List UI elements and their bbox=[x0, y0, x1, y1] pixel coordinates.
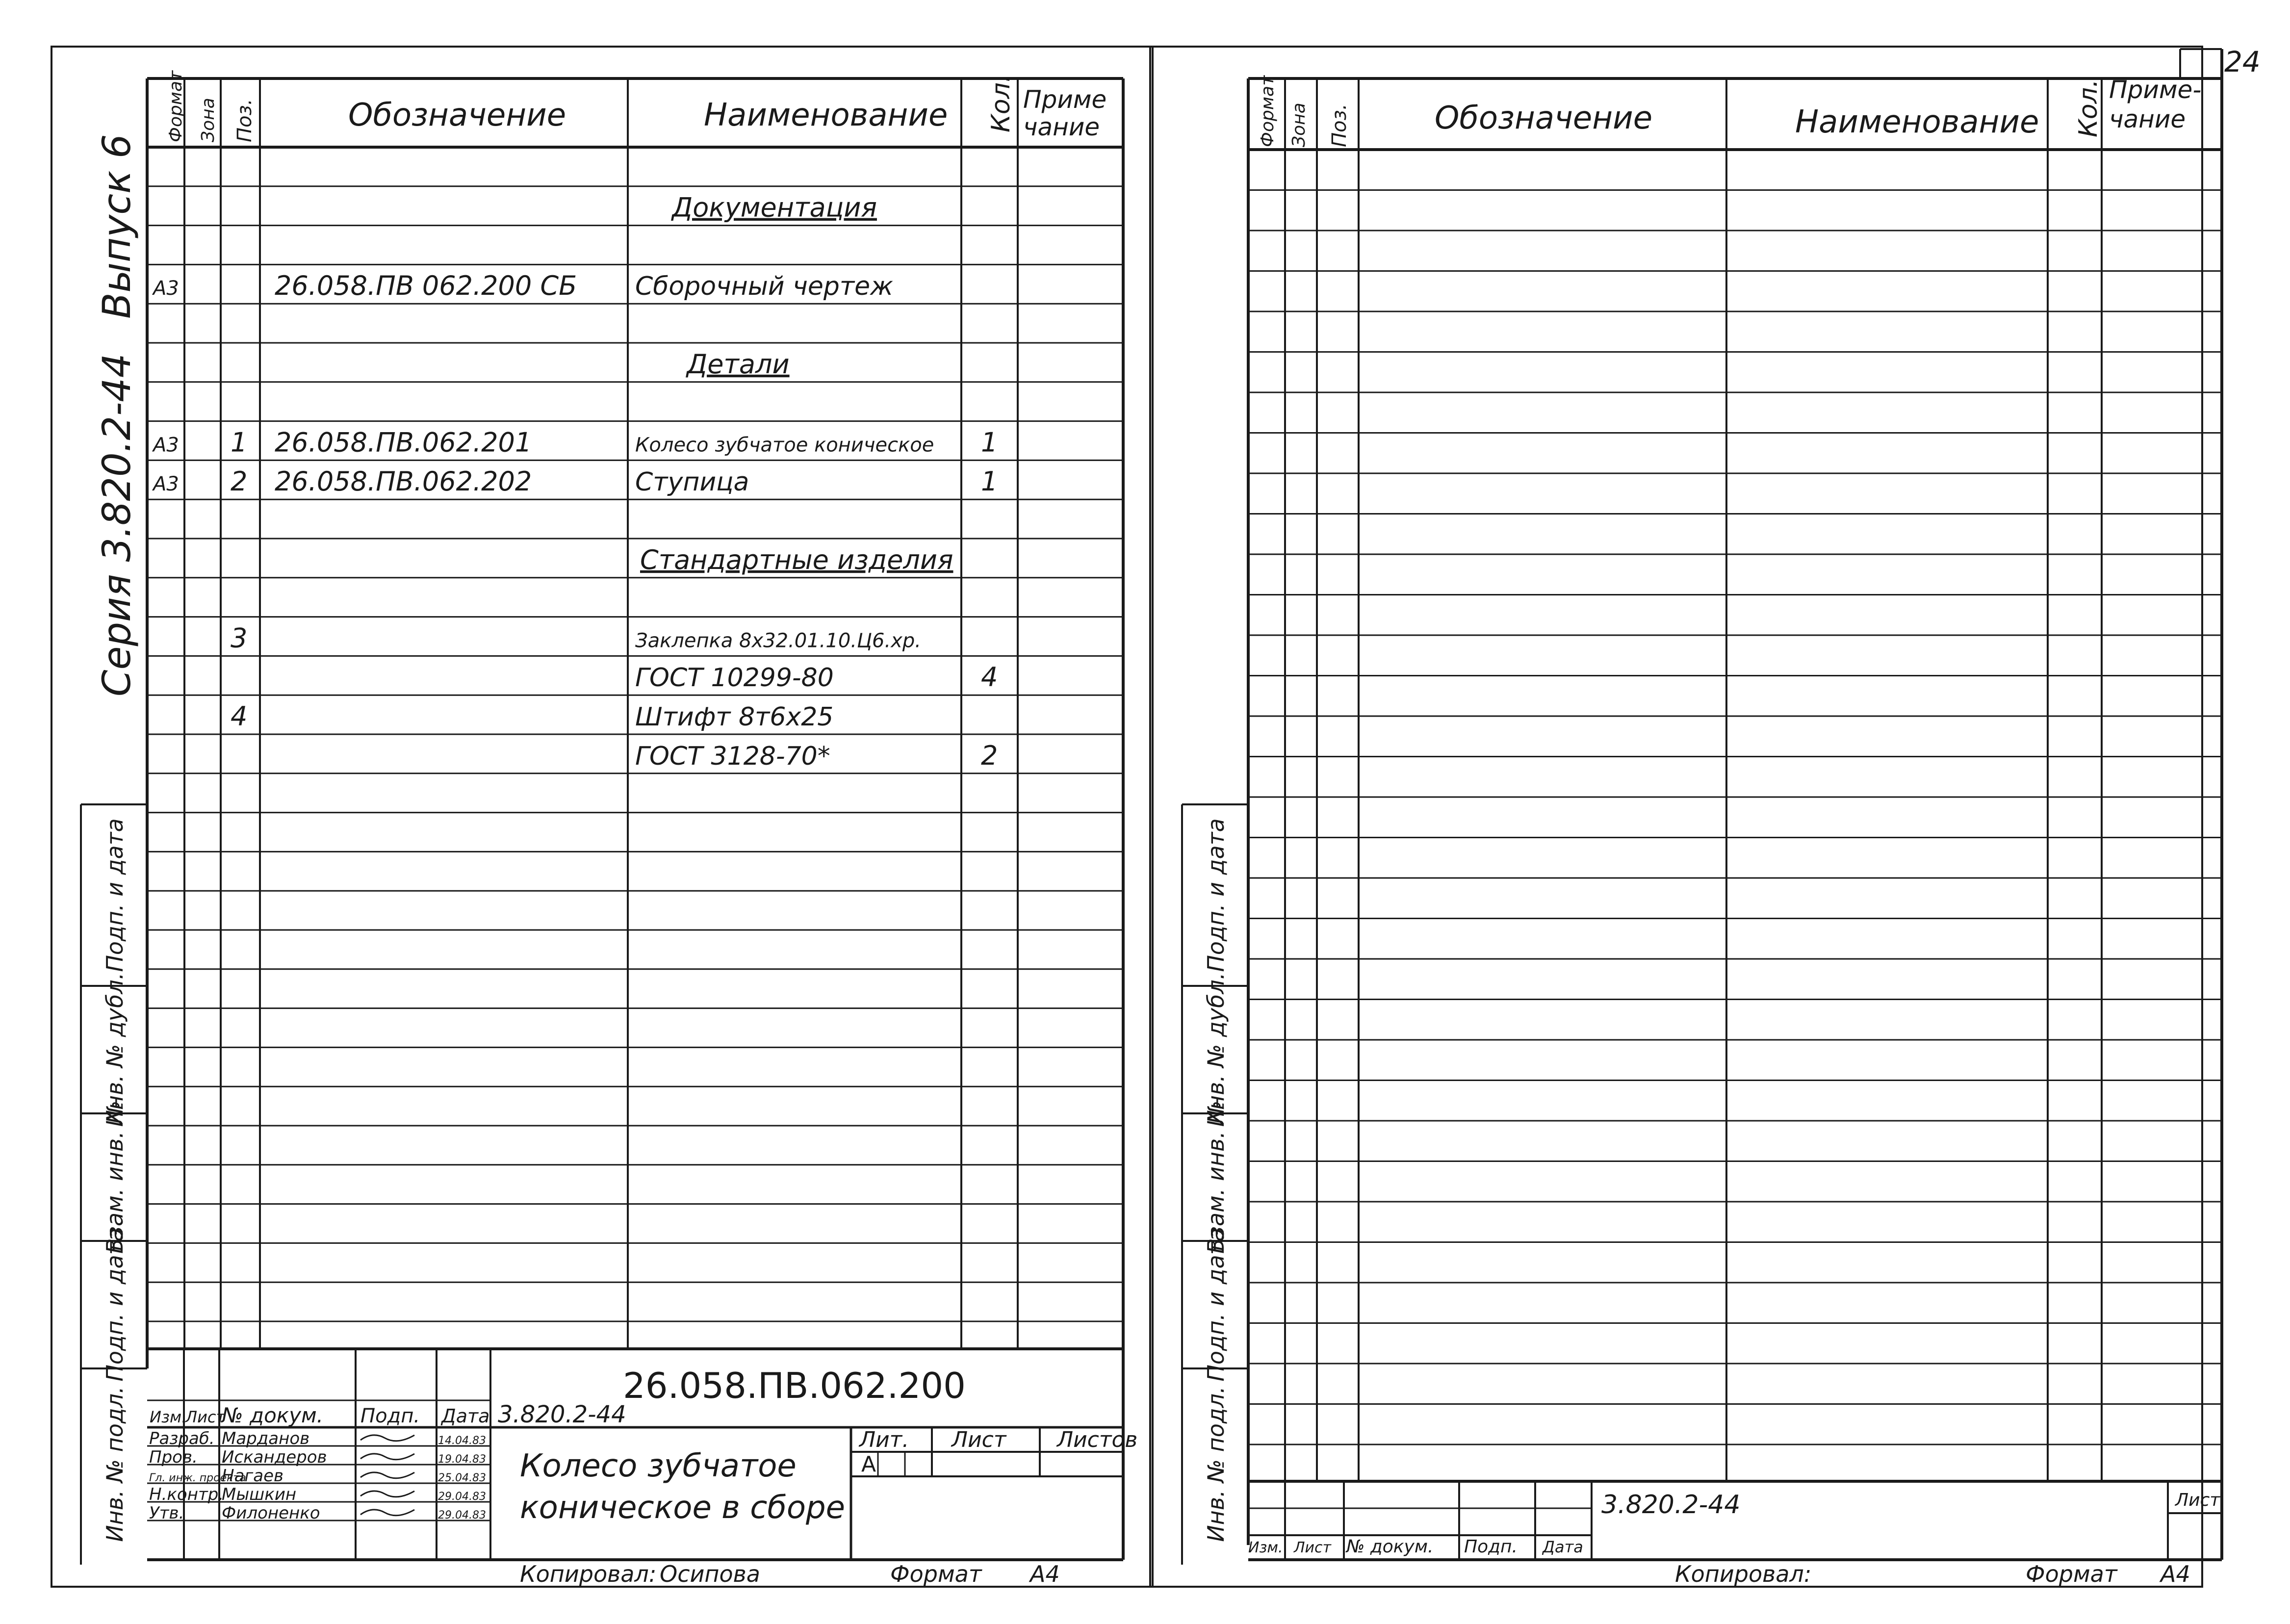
signature-stroke bbox=[360, 1435, 414, 1441]
right-list-label: Лист bbox=[2175, 1490, 2220, 1510]
signer-rows bbox=[149, 1429, 486, 1523]
header-pos-r: Поз. bbox=[1328, 103, 1351, 147]
title-line-1: Колесо зубчатое bbox=[520, 1448, 797, 1484]
lit-value: А bbox=[861, 1452, 876, 1477]
signature-stroke bbox=[360, 1472, 414, 1478]
right-stamp bbox=[1248, 1490, 2220, 1557]
doc-code: 26.058.ПВ.062.200 bbox=[623, 1365, 966, 1406]
signer-date: 25.04.83 bbox=[438, 1472, 486, 1484]
header-qty-r: Кол. bbox=[2074, 79, 2103, 137]
signer-name: Филоненко bbox=[222, 1503, 320, 1523]
right-ndoc: № докум. bbox=[1346, 1537, 1434, 1557]
signature-stroke bbox=[360, 1454, 414, 1460]
row-pos: 3 bbox=[231, 622, 248, 654]
header-name-r: Наименование bbox=[1795, 104, 2039, 140]
header-pos: Поз. bbox=[233, 99, 256, 142]
section-heading: Документация bbox=[672, 192, 877, 223]
header-format-r: Формат bbox=[1258, 75, 1278, 147]
spec-rows bbox=[152, 192, 998, 771]
row-name: Заклепка 8х32.01.10.Ц6.хр. bbox=[635, 629, 921, 652]
col-izm: Изм. bbox=[150, 1408, 187, 1426]
header-note-2: чание bbox=[1023, 113, 1100, 141]
row-qty: 4 bbox=[981, 662, 998, 693]
row-pos: 2 bbox=[231, 466, 248, 497]
signature-stroke bbox=[360, 1491, 414, 1497]
signer-role: Пров. bbox=[149, 1447, 198, 1467]
right-binding-field-5: Инв. № подл. bbox=[1203, 1386, 1229, 1542]
signer-role: Утв. bbox=[149, 1503, 184, 1523]
row-format: А3 bbox=[153, 277, 179, 300]
col-list: Лист bbox=[185, 1408, 226, 1426]
right-binding-field-4: Подп. и дата bbox=[1203, 1228, 1229, 1382]
format-value-right: А4 bbox=[2161, 1561, 2190, 1587]
signer-name: Искандеров bbox=[222, 1447, 327, 1467]
right-data: Дата bbox=[1543, 1538, 1583, 1556]
right-series: 3.820.2-44 bbox=[1601, 1490, 1741, 1520]
row-name: Сборочный чертеж bbox=[635, 272, 893, 302]
row-pos: 4 bbox=[231, 701, 248, 732]
signer-name: Мышкин bbox=[222, 1485, 297, 1504]
header-name: Наименование bbox=[704, 97, 948, 133]
header-note-r: Приме- bbox=[2109, 76, 2202, 104]
right-izm: Изм. bbox=[1248, 1539, 1283, 1556]
right-binding-field-3: Взам. инв. № bbox=[1203, 1100, 1229, 1254]
row-format: А3 bbox=[153, 434, 179, 457]
header-note: Приме bbox=[1023, 85, 1107, 114]
signer-date: 29.04.83 bbox=[438, 1509, 486, 1521]
right-podp: Подп. bbox=[1464, 1537, 1518, 1557]
right-binding-fields bbox=[1203, 818, 1229, 1542]
header-qty: Кол. bbox=[986, 74, 1016, 132]
title-series: 3.820.2-44 bbox=[498, 1401, 626, 1428]
lit-label: Лит. bbox=[859, 1427, 909, 1452]
row-qty: 1 bbox=[981, 466, 998, 497]
listov-label: Листов bbox=[1057, 1427, 1138, 1452]
signer-name: Нагаев bbox=[222, 1466, 284, 1486]
signature-stroke bbox=[360, 1510, 414, 1516]
right-binding-field-2: Инв. № дубл. bbox=[1203, 972, 1229, 1127]
row-name: ГОСТ 3128-70* bbox=[635, 741, 830, 771]
header-designation-r: Обозначение bbox=[1435, 100, 1653, 136]
vypusk-label: Выпуск 6 bbox=[95, 134, 139, 319]
spec-header-left bbox=[166, 70, 1106, 142]
left-binding-fields bbox=[102, 818, 128, 1542]
row-qty: 2 bbox=[981, 740, 998, 771]
left-binding-field-5: Инв. № подл. bbox=[102, 1386, 128, 1542]
list-label: Лист bbox=[952, 1427, 1006, 1452]
header-zone: Зона bbox=[198, 98, 218, 142]
signer-name: Марданов bbox=[222, 1429, 310, 1448]
row-designation: 26.058.ПВ 062.200 СБ bbox=[275, 270, 577, 302]
row-name: Ступица bbox=[635, 467, 749, 497]
row-name: Штифт 8т6х25 bbox=[635, 702, 834, 732]
row-pos: 1 bbox=[231, 427, 248, 458]
left-binding-field-3: Взам. инв. № bbox=[102, 1100, 128, 1254]
copied-label-left: Копировал: bbox=[520, 1561, 657, 1587]
spec-header-right bbox=[1258, 75, 2201, 147]
seriya-label: Серия 3.820.2-44 bbox=[95, 353, 139, 696]
signer-role: Н.контр. bbox=[149, 1485, 224, 1504]
header-zone-r: Зона bbox=[1289, 103, 1309, 147]
format-value-left: А4 bbox=[1030, 1561, 1060, 1587]
copied-label-right: Копировал: bbox=[1675, 1561, 1812, 1587]
signer-role: Разраб. bbox=[149, 1429, 215, 1448]
header-note-r-2: чание bbox=[2109, 105, 2186, 133]
signer-date: 14.04.83 bbox=[438, 1435, 486, 1447]
signer-date: 19.04.83 bbox=[438, 1453, 486, 1466]
col-ndoc: № докум. bbox=[222, 1403, 324, 1427]
row-qty: 1 bbox=[981, 427, 998, 458]
right-list-col: Лист bbox=[1294, 1539, 1332, 1556]
right-binding-field-1: Подп. и дата bbox=[1203, 818, 1229, 972]
row-designation: 26.058.ПВ.062.202 bbox=[275, 466, 532, 497]
section-heading: Стандартные изделия bbox=[640, 544, 953, 575]
left-binding-field-4: Подп. и дата bbox=[102, 1228, 128, 1382]
col-podp: Подп. bbox=[360, 1405, 420, 1427]
header-format: Формат bbox=[166, 70, 186, 142]
left-sheet-outer-border bbox=[51, 47, 1153, 1587]
header-designation: Обозначение bbox=[348, 97, 566, 133]
page-number: 24 bbox=[2224, 45, 2261, 78]
title-line-2: коническое в сборе bbox=[520, 1490, 846, 1526]
signer-role: Гл. инж. проекта bbox=[149, 1472, 246, 1484]
left-binding-field-1: Подп. и дата bbox=[102, 818, 128, 972]
row-name: Колесо зубчатое коническое bbox=[635, 434, 934, 457]
row-designation: 26.058.ПВ.062.201 bbox=[275, 427, 532, 458]
signer-date: 29.04.83 bbox=[438, 1491, 486, 1503]
copied-name-left: Осипова bbox=[660, 1561, 760, 1587]
left-binding-field-2: Инв. № дубл. bbox=[102, 972, 128, 1127]
section-heading: Детали bbox=[687, 348, 790, 380]
row-format: А3 bbox=[153, 473, 179, 496]
col-data: Дата bbox=[441, 1405, 490, 1427]
format-label-right: Формат bbox=[2026, 1561, 2117, 1587]
format-label-left: Формат bbox=[890, 1561, 982, 1587]
right-sheet-outer-border bbox=[1150, 47, 2202, 1587]
row-name: ГОСТ 10299-80 bbox=[635, 663, 834, 693]
